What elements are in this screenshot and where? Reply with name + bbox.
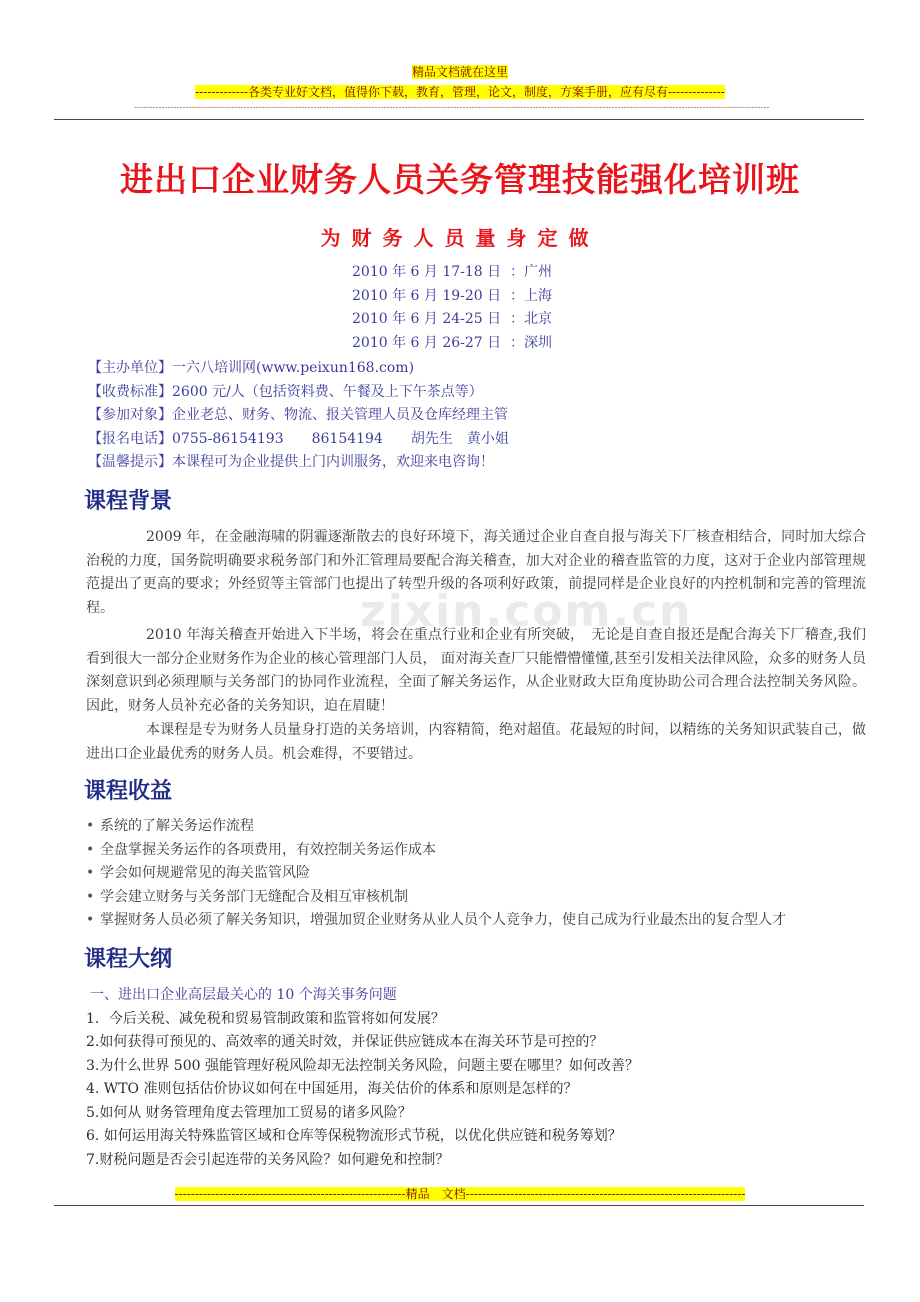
schedule-date: 2010 年 6 月 17-18 日 xyxy=(352,264,502,280)
header-top-text: 精品文档就在这里 xyxy=(411,65,508,79)
footer-line xyxy=(134,1186,786,1202)
info-tip: 【温馨提示】本课程可为企业提供上门内训服务，欢迎来电咨询！ xyxy=(88,454,494,470)
schedule-row xyxy=(352,308,552,332)
list-item: • 系统的了解关务运作流程 xyxy=(86,815,886,839)
heading-benefits: 课程收益 xyxy=(84,779,173,804)
list-item: 1．今后关税、减免税和贸易管制政策和监管将如何发展？ xyxy=(86,1010,445,1027)
schedule-date: 2010 年 6 月 19-20 日 xyxy=(352,287,502,304)
watermark: zixin.com.cn xyxy=(360,586,693,637)
list-item: 5.如何从 财务管理角度去管理加工贸易的诸多风险？ xyxy=(86,1104,412,1121)
heading-background: 课程背景 xyxy=(84,489,173,514)
list-item: 4. WTO 准则包括估价协议如何在中国延用，海关估价的体系和原则是怎样的？ xyxy=(86,1081,578,1097)
footer-rule xyxy=(54,1205,864,1206)
outline-section-title: 一、进出口企业高层最关心的 10 个海关事务问题 xyxy=(90,987,397,1003)
schedule-row xyxy=(352,285,552,309)
schedule-city: ：广州 xyxy=(510,264,552,280)
info-audience: 【参加对象】企业老总、财务、物流、报关管理人员及仓库经理主管 xyxy=(88,407,508,423)
schedule-city: ：北京 xyxy=(510,311,552,327)
list-item: 7.财税问题是否会引起连带的关务风险？如何避免和控制？ xyxy=(86,1151,450,1168)
schedule-date: 2010 年 6 月 26-27 日 xyxy=(352,334,502,351)
info-phone: 【报名电话】0755-86154193 86154194 胡先生 黄小姐 xyxy=(88,430,509,447)
info-organizer: 【主办单位】一六八培训网(www.peixun168.com) xyxy=(88,360,415,376)
list-item: 2.如何获得可预见的、高效率的通关时效，并保证供应链成本在海关环节是可控的？ xyxy=(86,1034,604,1050)
list-item: • 掌握财务人员必须了解关务知识，增强加贸企业财务从业人员个人竞争力，使自己成为行业最杰出的复合型人才 xyxy=(86,909,886,933)
header-dash-line: ----------------------------------------------------------------------------------------------------------------------------------------------------------------------------------------------------------------- xyxy=(134,103,770,113)
info-fee: 【收费标准】2600 元/人（包括资料费、午餐及上下午茶点等） xyxy=(88,383,483,400)
header-slogan-line xyxy=(0,84,920,100)
schedule-list xyxy=(352,261,552,355)
footer-text: ---------------------------------------------------------精品 文档--------------------------------------------------------------------- xyxy=(174,1187,746,1201)
schedule-row xyxy=(352,332,552,356)
list-item: • 学会建立财务与关务部门无缝配合及相互审核机制 xyxy=(86,886,886,910)
schedule-city: ：深圳 xyxy=(510,334,552,351)
background-paragraph-2: 2010 年海关稽查开始进入下半场，将会在重点行业和企业有所突破， 无论是自查自报还是配合海关下厂稽查,我们看到很大一部分企业财务作为企业的核心管理部门人员， 面对海关查厂只能懵懵懂懂,甚至引发相关法律风险，众多的财务人员深刻意识到必须理顺与关务部门的协同作业流程，全面了解关务运作，从企业财政大臣角度协助公司合理合法控制关务风险。因此，财务人员补充必备的关务知识，迫在眉睫！ xyxy=(86,627,866,714)
header-rule xyxy=(54,119,864,120)
schedule-date: 2010 年 6 月 24-25 日 xyxy=(352,311,502,327)
schedule-row xyxy=(352,261,552,285)
list-item: 6. 如何运用海关特殊监管区域和仓库等保税物流形式节税，以优化供应链和税务筹划？ xyxy=(86,1128,622,1144)
header-top-line xyxy=(0,64,920,80)
list-item: • 学会如何规避常见的海关监管风险 xyxy=(86,862,886,886)
background-paragraph-3: 本课程是专为财务人员量身打造的关务培训，内容精简，绝对超值。花最短的时间，以精练的关务知识武装自己，做进出口企业最优秀的财务人员。机会难得，不要错过。 xyxy=(86,722,866,762)
info-block xyxy=(88,357,509,475)
heading-outline: 课程大纲 xyxy=(84,947,173,972)
header-slogan-text: -------------各类专业好文档，值得你下载，教育，管理，论文，制度，方案手册，应有尽有-------------- xyxy=(195,85,725,99)
benefits-list xyxy=(86,815,886,933)
list-item: 3.为什么世界 500 强能管理好税风险却无法控制关务风险，问题主要在哪里？如何改善？ xyxy=(86,1057,639,1074)
page-subtitle: 为财务人员量身定做 xyxy=(320,226,600,250)
list-item: • 全盘掌握关务运作的各项费用，有效控制关务运作成本 xyxy=(86,839,886,863)
outline-list xyxy=(86,984,886,1172)
schedule-city: ：上海 xyxy=(510,287,552,304)
page-title: 进出口企业财务人员关务管理技能强化培训班 xyxy=(120,160,800,199)
background-paragraph-1: 2009 年，在金融海啸的阴霾逐渐散去的良好环境下，海关通过企业自查自报与海关下厂核查相结合，同时加大综合治税的力度，国务院明确要求税务部门和外汇管理局要配合海关稽查，加大对企业的稽查监管的力度，这对于企业内部管理规范提出了更高的要求；外经贸等主管部门也提出了转型升级的各项利好政策，前提同样是企业良好的内控机制和完善的管理流程。 xyxy=(86,529,866,616)
